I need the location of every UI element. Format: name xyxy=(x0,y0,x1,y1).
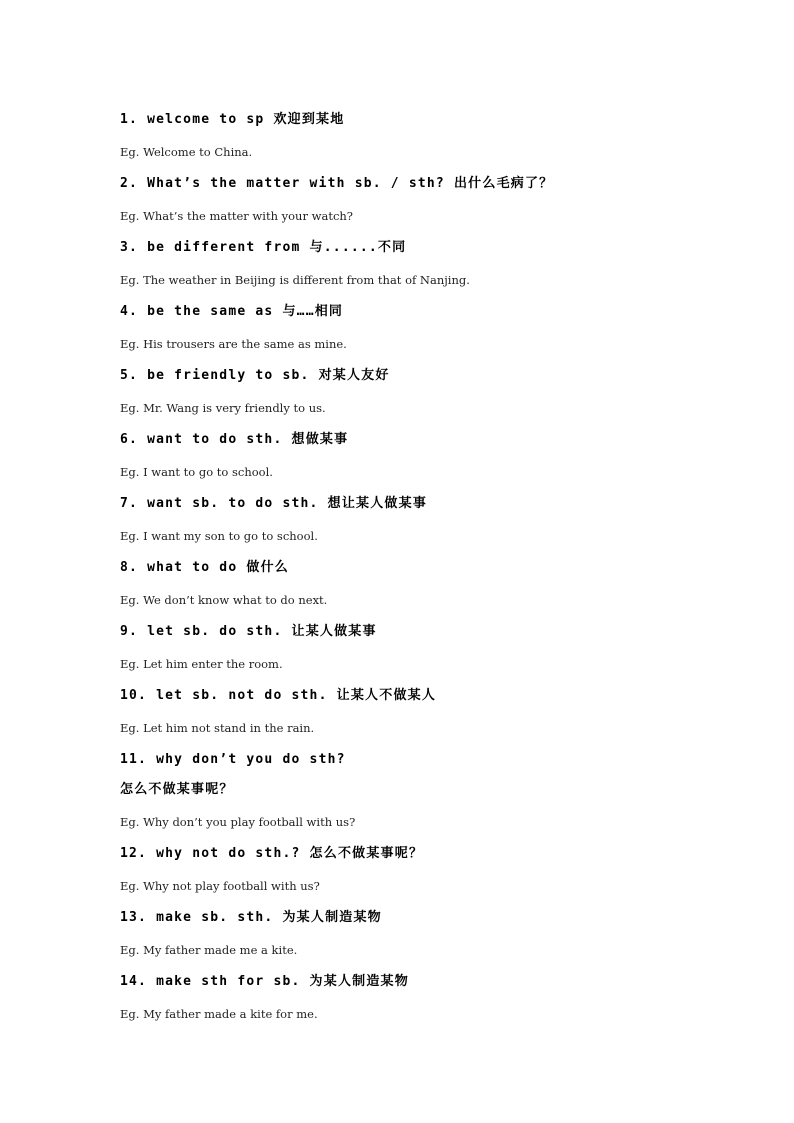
phrase-11: 11. why don’t you do sth? xyxy=(120,752,346,767)
example-13: Eg. My father made me a kite. xyxy=(120,943,298,957)
phrase-8: 8. what to do 做什么 xyxy=(120,560,289,575)
example-6: Eg. I want to go to school. xyxy=(120,465,273,479)
example-7: Eg. I want my son to go to school. xyxy=(120,529,318,543)
example-9: Eg. Let him enter the room. xyxy=(120,657,283,671)
example-10: Eg. Let him not stand in the rain. xyxy=(120,721,315,735)
phrase-10: 10. let sb. not do sth. 让某人不做某人 xyxy=(120,688,437,703)
phrase-9: 9. let sb. do sth. 让某人做某事 xyxy=(120,624,377,639)
example-14: Eg. My father made a kite for me. xyxy=(120,1007,318,1021)
example-8: Eg. We don’t know what to do next. xyxy=(120,593,328,607)
example-3: Eg. The weather in Beijing is different from that of Nanjing. xyxy=(120,273,470,287)
phrase-3: 3. be different from 与......不同 xyxy=(120,240,407,255)
example-4: Eg. His trousers are the same as mine. xyxy=(120,337,347,351)
example-11: Eg. Why don’t you play football with us? xyxy=(120,815,356,829)
example-2: Eg. What’s the matter with your watch? xyxy=(120,209,353,223)
phrase-5: 5. be friendly to sb. 对某人友好 xyxy=(120,368,390,383)
example-1: Eg. Welcome to China. xyxy=(120,145,253,159)
phrase-12: 12. why not do sth.? 怎么不做某事呢？ xyxy=(120,846,424,861)
phrase-11-translation: 怎么不做某事呢？ xyxy=(120,782,234,797)
example-5: Eg. Mr. Wang is very friendly to us. xyxy=(120,401,326,415)
example-12: Eg. Why not play football with us? xyxy=(120,879,320,893)
phrase-14: 14. make sth for sb. 为某人制造某物 xyxy=(120,974,409,989)
phrase-2: 2. What’s the matter with sb. / sth? 出什么毛病了？ xyxy=(120,176,554,191)
phrase-list xyxy=(120,110,720,1024)
phrase-7: 7. want sb. to do sth. 想让某人做某事 xyxy=(120,496,428,511)
phrase-13: 13. make sb. sth. 为某人制造某物 xyxy=(120,910,382,925)
phrase-1: 1. welcome to sp 欢迎到某地 xyxy=(120,112,345,127)
phrase-4: 4. be the same as 与……相同 xyxy=(120,304,344,319)
phrase-6: 6. want to do sth. 想做某事 xyxy=(120,432,349,447)
